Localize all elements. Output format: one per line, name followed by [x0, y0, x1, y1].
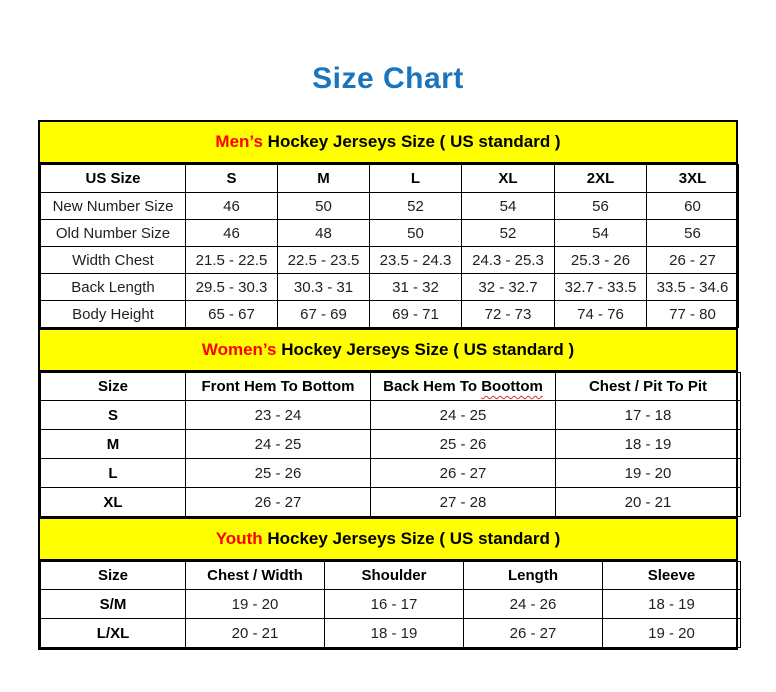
misspelled-word: Boottom — [481, 378, 543, 395]
column-header: M — [278, 165, 370, 193]
mens-header-row — [41, 165, 739, 193]
table-row — [41, 619, 741, 648]
column-header — [371, 373, 556, 401]
youth-size-table — [40, 517, 736, 648]
table-cell: 50 — [278, 193, 370, 220]
table-cell: S — [41, 401, 186, 430]
table-cell: 18 - 19 — [325, 619, 464, 648]
table-cell: 20 - 21 — [186, 619, 325, 648]
womens-band-text: Hockey Jerseys Size ( US standard ) — [276, 340, 575, 359]
column-header: L — [370, 165, 462, 193]
table-cell: 67 - 69 — [278, 301, 370, 328]
table-row — [41, 488, 741, 517]
table-cell: Old Number Size — [41, 220, 186, 247]
table-row — [41, 274, 739, 301]
womens-table — [40, 372, 741, 517]
table-cell: 54 — [555, 220, 647, 247]
table-cell: 56 — [555, 193, 647, 220]
table-cell: Back Length — [41, 274, 186, 301]
table-cell: 52 — [462, 220, 555, 247]
table-cell: 74 - 76 — [555, 301, 647, 328]
table-cell: 21.5 - 22.5 — [186, 247, 278, 274]
table-cell: 26 - 27 — [186, 488, 371, 517]
table-cell: 48 — [278, 220, 370, 247]
table-cell: 56 — [647, 220, 739, 247]
table-cell: 17 - 18 — [556, 401, 741, 430]
mens-table-band — [40, 122, 736, 164]
column-header-text: Back Hem To — [383, 378, 482, 395]
size-tables-container — [38, 120, 738, 650]
table-cell: 46 — [186, 220, 278, 247]
table-row — [41, 459, 741, 488]
table-row — [41, 247, 739, 274]
table-cell: 32 - 32.7 — [462, 274, 555, 301]
column-header: Length — [464, 562, 603, 590]
column-header: Front Hem To Bottom — [186, 373, 371, 401]
table-cell: 30.3 - 31 — [278, 274, 370, 301]
table-cell: New Number Size — [41, 193, 186, 220]
column-header: XL — [462, 165, 555, 193]
column-header: Chest / Pit To Pit — [556, 373, 741, 401]
table-cell: M — [41, 430, 186, 459]
table-cell: 26 - 27 — [464, 619, 603, 648]
table-cell: 31 - 32 — [370, 274, 462, 301]
table-cell: 32.7 - 33.5 — [555, 274, 647, 301]
table-cell: 18 - 19 — [603, 590, 741, 619]
table-cell: 46 — [186, 193, 278, 220]
table-cell: 25.3 - 26 — [555, 247, 647, 274]
column-header: Chest / Width — [186, 562, 325, 590]
column-header: Sleeve — [603, 562, 741, 590]
table-cell: 33.5 - 34.6 — [647, 274, 739, 301]
column-header: Size — [41, 373, 186, 401]
table-row — [41, 401, 741, 430]
table-cell: 19 - 20 — [603, 619, 741, 648]
table-cell: XL — [41, 488, 186, 517]
table-row — [41, 430, 741, 459]
table-row — [41, 590, 741, 619]
womens-band-highlight: Women’s — [201, 340, 277, 359]
table-cell: 50 — [370, 220, 462, 247]
table-cell: L/XL — [41, 619, 186, 648]
table-cell: 22.5 - 23.5 — [278, 247, 370, 274]
table-cell: 69 - 71 — [370, 301, 462, 328]
table-cell: L — [41, 459, 186, 488]
youth-table — [40, 561, 741, 648]
table-cell: Body Height — [41, 301, 186, 328]
table-cell: S/M — [41, 590, 186, 619]
table-cell: 23.5 - 24.3 — [370, 247, 462, 274]
table-cell: 25 - 26 — [371, 430, 556, 459]
womens-size-table — [40, 328, 736, 517]
table-cell: 29.5 - 30.3 — [186, 274, 278, 301]
table-cell: 72 - 73 — [462, 301, 555, 328]
mens-size-table — [40, 122, 736, 328]
womens-table-band — [40, 328, 736, 372]
table-cell: 60 — [647, 193, 739, 220]
column-header: 2XL — [555, 165, 647, 193]
column-header: Size — [41, 562, 186, 590]
table-cell: 27 - 28 — [371, 488, 556, 517]
table-cell: 24 - 26 — [464, 590, 603, 619]
table-cell: 25 - 26 — [186, 459, 371, 488]
table-cell: 26 - 27 — [647, 247, 739, 274]
table-cell: 23 - 24 — [186, 401, 371, 430]
table-cell: 19 - 20 — [186, 590, 325, 619]
table-cell: 20 - 21 — [556, 488, 741, 517]
mens-band-text: Hockey Jerseys Size ( US standard ) — [262, 132, 561, 151]
column-header: 3XL — [647, 165, 739, 193]
table-cell: 18 - 19 — [556, 430, 741, 459]
mens-table — [40, 164, 739, 328]
table-cell: 54 — [462, 193, 555, 220]
column-header: US Size — [41, 165, 186, 193]
page-title: Size Chart — [312, 62, 464, 95]
table-cell: 24.3 - 25.3 — [462, 247, 555, 274]
mens-band-highlight: Men’s — [215, 132, 263, 151]
table-row — [41, 301, 739, 328]
table-cell: Width Chest — [41, 247, 186, 274]
table-cell: 16 - 17 — [325, 590, 464, 619]
table-cell: 65 - 67 — [186, 301, 278, 328]
youth-band-highlight: Youth — [215, 529, 263, 548]
table-row — [41, 220, 739, 247]
table-cell: 52 — [370, 193, 462, 220]
table-cell: 19 - 20 — [556, 459, 741, 488]
table-cell: 77 - 80 — [647, 301, 739, 328]
table-cell: 26 - 27 — [371, 459, 556, 488]
youth-header-row — [41, 562, 741, 590]
youth-table-band — [40, 517, 736, 561]
column-header: S — [186, 165, 278, 193]
column-header: Shoulder — [325, 562, 464, 590]
table-cell: 24 - 25 — [186, 430, 371, 459]
womens-header-row — [41, 373, 741, 401]
table-cell: 24 - 25 — [371, 401, 556, 430]
table-row — [41, 193, 739, 220]
youth-band-text: Hockey Jerseys Size ( US standard ) — [262, 529, 561, 548]
